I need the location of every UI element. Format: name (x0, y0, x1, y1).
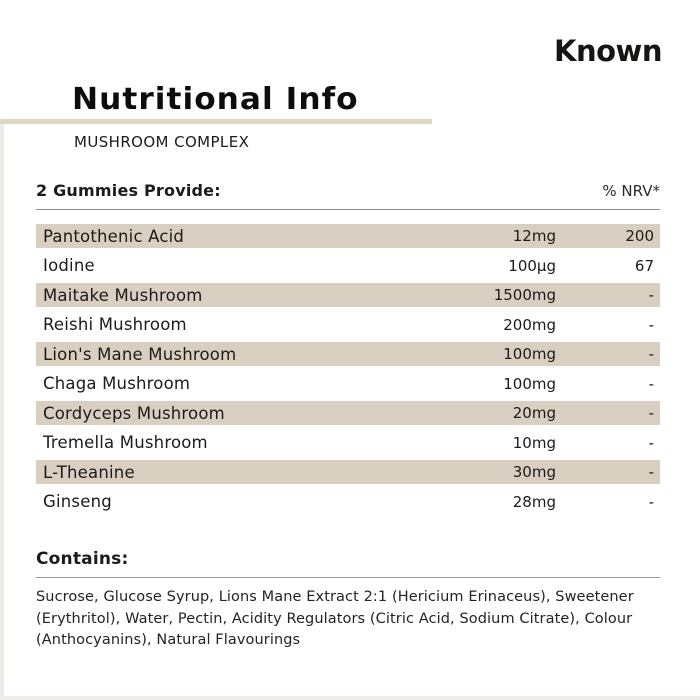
nutrition-table (36, 181, 660, 519)
nutrient-name: Cordyceps Mushroom (43, 403, 225, 423)
table-header (36, 181, 660, 210)
nutrient-nrv: - (648, 286, 654, 304)
title-underline (0, 119, 432, 124)
nutrient-name: Iodine (43, 256, 95, 275)
nutrient-name: Tremella Mushroom (43, 433, 208, 452)
ingredients-text (36, 587, 660, 652)
bottom-edge-shadow (0, 696, 700, 700)
ingredients-line: Sucrose, Glucose Syrup, Lions Mane Extract 2:1 (Hericium Erinaceus), Sweetener (36, 589, 634, 605)
nutrient-amount: 1500mg (493, 286, 556, 304)
page-title: Nutritional Info (72, 82, 359, 117)
table-row (36, 254, 660, 278)
table-row (36, 401, 660, 425)
nutrient-amount: 100mg (503, 374, 556, 393)
left-edge-shadow (0, 124, 4, 700)
nutrient-name: L-Theanine (43, 462, 135, 482)
nutrient-nrv: - (648, 433, 654, 452)
nutrient-name: Ginseng (43, 492, 112, 511)
nutrient-nrv: 200 (625, 227, 654, 245)
table-row (36, 431, 660, 455)
product-subtitle: MUSHROOM COMPLEX (74, 133, 250, 151)
nutrient-nrv: - (648, 345, 654, 363)
nutrient-name: Lion's Mane Mushroom (43, 344, 237, 364)
table-rows (36, 224, 660, 514)
nutrient-amount: 10mg (512, 433, 556, 452)
table-row (36, 460, 660, 484)
table-row (36, 313, 660, 337)
nutrient-amount: 12mg (512, 227, 556, 245)
nutrient-nrv: - (648, 404, 654, 422)
nutrient-name: Reishi Mushroom (43, 315, 187, 334)
nrv-column-header: % NRV* (602, 182, 660, 200)
serving-label: 2 Gummies Provide: (36, 181, 221, 200)
nutrient-name: Chaga Mushroom (43, 374, 191, 393)
nutrient-nrv: - (648, 315, 654, 334)
ingredients-line: (Anthocyanins), Natural Flavourings (36, 632, 301, 648)
contains-heading: Contains: (36, 549, 660, 578)
nutrient-name: Maitake Mushroom (43, 285, 203, 305)
nutrient-nrv: - (648, 374, 654, 393)
contains-section (36, 549, 660, 652)
table-row (36, 372, 660, 396)
nutrient-amount: 100mg (503, 345, 556, 363)
table-row (36, 490, 660, 514)
brand-logo: Known (554, 34, 662, 68)
nutrient-nrv: 67 (634, 256, 654, 275)
nutrient-amount: 20mg (512, 404, 556, 422)
table-row (36, 224, 660, 248)
nutrient-amount: 28mg (512, 492, 556, 511)
nutrient-amount: 100µg (508, 256, 556, 275)
nutrient-nrv: - (648, 492, 654, 511)
ingredients-line: (Erythritol), Water, Pectin, Acidity Regulators (Citric Acid, Sodium Citrate), Colour (36, 610, 633, 627)
table-row (36, 342, 660, 366)
nutrient-amount: 200mg (503, 315, 556, 334)
nutrient-name: Pantothenic Acid (43, 226, 185, 246)
table-row (36, 283, 660, 307)
nutrient-nrv: - (648, 463, 654, 481)
nutrient-amount: 30mg (512, 463, 556, 481)
